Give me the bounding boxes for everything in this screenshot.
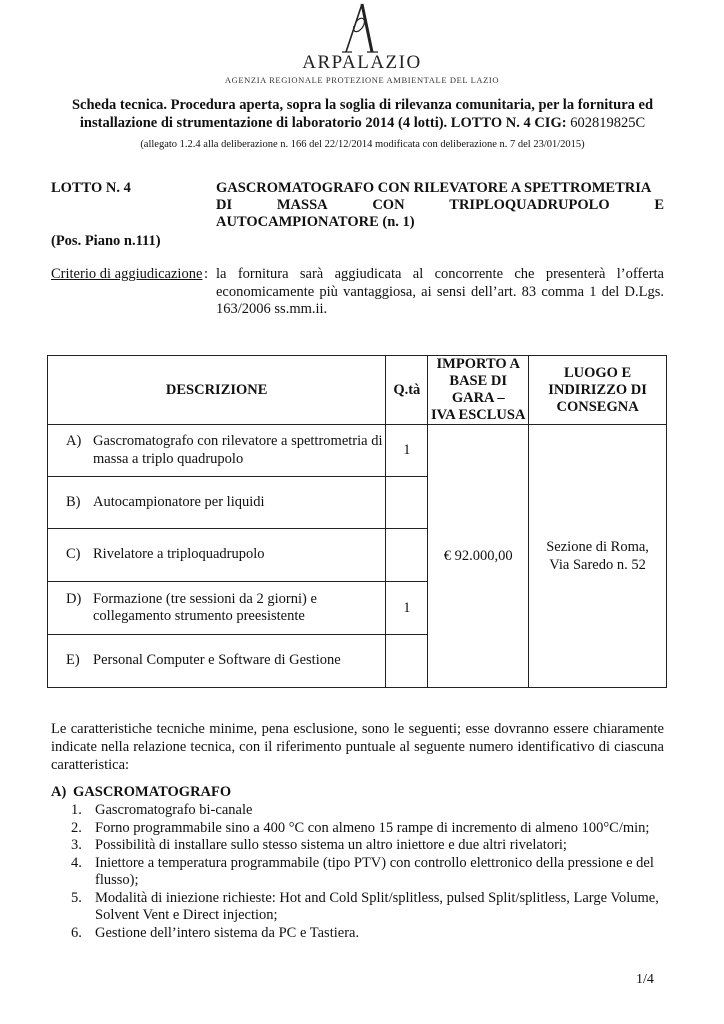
header-importo-line: IMPORTO A [436, 356, 520, 372]
header-luogo-line: LUOGO E [563, 364, 632, 381]
header-importo [428, 356, 529, 425]
row-description [48, 477, 386, 529]
row-qta [386, 529, 428, 582]
row-letter: E) [66, 652, 80, 669]
importo-value: € 92.000,00 [428, 425, 529, 688]
lotto-title-word: CON [372, 197, 405, 213]
lotto-title-line2 [216, 197, 664, 214]
section-letter: A) [51, 784, 67, 800]
item-number: 2. [71, 819, 82, 836]
position-plan: (Pos. Piano n.111) [51, 233, 161, 249]
luogo-line: Via Saredo n. 52 [549, 557, 646, 573]
feature-list [71, 802, 671, 942]
allegato-note: (allegato 1.2.4 alla deliberazione n. 166 del 22/12/2014 modificata con deliberazione n. 7 del 23/01/2015) [140, 139, 585, 150]
list-item [71, 925, 671, 943]
row-text: Rivelatore a triploquadrupolo [93, 546, 265, 563]
item-number: 3. [71, 837, 82, 853]
document-title-main: Scheda tecnica. Procedura aperta, sopra la soglia di rilevanza comunitaria, per la fornitura ed installazione di strumentazione di laboratorio 2014 (4 lotti). LOTTO N. 4 CIG: [71, 97, 654, 131]
row-qta: 1 [386, 425, 428, 477]
logo [0, 2, 724, 85]
row-letter: D) [66, 590, 82, 607]
item-text: Gestione dell’intero sistema da PC e Tastiera. [95, 924, 360, 941]
document-title [55, 96, 670, 132]
lotto-title-word: MASSA [276, 197, 328, 213]
row-description [48, 425, 386, 477]
item-number: 5. [71, 889, 82, 906]
header-luogo-line: CONSEGNA [556, 398, 639, 415]
list-item [71, 890, 671, 925]
item-text: Possibilità di installare sullo stesso sistema un altro iniettore e due altri rivelatori; [95, 837, 567, 853]
section-a-title [51, 784, 231, 801]
lotto-title-word: E [654, 197, 664, 213]
section-name: GASCROMATOGRAFO [73, 784, 232, 800]
header-importo-line: BASE DI [449, 373, 508, 389]
lotto-title-word: DI [216, 197, 233, 213]
items-table [47, 355, 667, 688]
criterio-label: Criterio di aggiudicazione [51, 266, 203, 282]
row-qta: 1 [386, 582, 428, 635]
arpalazio-logo-icon [332, 2, 392, 54]
item-text: Iniettore a temperatura programmabile (tipo PTV) con controllo elettronico della pressione e del flusso); [95, 854, 654, 888]
item-number: 4. [71, 854, 82, 871]
row-description [48, 635, 386, 688]
header-qta: Q.tà [386, 356, 428, 425]
row-qta [386, 635, 428, 688]
row-letter: B) [66, 493, 81, 510]
row-text: Formazione (tre sessioni da 2 giorni) e collegamento strumento preesistente [93, 590, 317, 624]
row-description [48, 529, 386, 582]
row-description [48, 582, 386, 635]
list-item [71, 802, 671, 820]
row-letter: A) [66, 433, 82, 449]
list-item [71, 855, 671, 890]
table-header-row [48, 356, 667, 425]
row-letter: C) [66, 546, 81, 563]
logo-name: ARPALAZIO [302, 52, 422, 73]
lotto-title-line3: AUTOCAMPIONATORE (n. 1) [216, 214, 415, 230]
row-text: Personal Computer e Software di Gestione [93, 652, 341, 669]
lotto-label: LOTTO N. 4 [51, 180, 131, 196]
item-text: Modalità di iniezione richieste: Hot and Cold Split/splitless, pulsed Split/splitless, Large Volume, Solvent Vent e Direct injection; [95, 889, 659, 923]
item-number: 6. [71, 924, 82, 941]
header-importo-line: IVA ESCLUSA [431, 407, 526, 423]
header-luogo [529, 356, 667, 425]
list-item [71, 837, 671, 855]
header-descrizione: DESCRIZIONE [48, 356, 386, 425]
item-text: Gascromatografo bi-canale [95, 802, 253, 818]
criterio-colon: : [204, 266, 209, 282]
logo-subtitle: AGENZIA REGIONALE PROTEZIONE AMBIENTALE DEL LAZIO [224, 75, 500, 85]
lotto-title-line1: GASCROMATOGRAFO CON RILEVATORE A SPETTROMETRIA [216, 180, 652, 196]
row-text: Gascromatografo con rilevatore a spettrometria di massa a triplo quadrupolo [93, 433, 383, 467]
row-text: Autocampionatore per liquidi [93, 493, 265, 510]
header-luogo-line: INDIRIZZO DI [548, 381, 647, 398]
intro-paragraph: Le caratteristiche tecniche minime, pena esclusione, sono le seguenti; esse dovranno essere chiaramente indicate nella relazione tecnica, con il riferimento puntuale al seguente numero identificativo di ciascuna caratteristica: [51, 721, 664, 773]
lotto-title [216, 180, 664, 231]
cig-code: 602819825C [570, 115, 646, 131]
criterio-text: la fornitura sarà aggiudicata al concorrente che presenterà l’offerta economicamente più vantaggiosa, ai sensi dell’art. 83 comma 1 del D.Lgs. 163/2006 ss.mm.ii. [216, 266, 664, 317]
luogo-value [529, 425, 667, 688]
list-item [71, 820, 671, 838]
luogo-line: Sezione di Roma, [546, 539, 649, 555]
table-row [48, 425, 667, 477]
item-text: Forno programmabile sino a 400 °C con almeno 15 rampe di incremento di almeno 100°C/min; [95, 819, 650, 836]
lotto-title-word: TRIPLOQUADRUPOLO [449, 197, 610, 213]
row-qta [386, 477, 428, 529]
page-number: 1/4 [636, 972, 654, 987]
header-importo-line: GARA – [451, 390, 505, 406]
item-number: 1. [71, 802, 82, 818]
